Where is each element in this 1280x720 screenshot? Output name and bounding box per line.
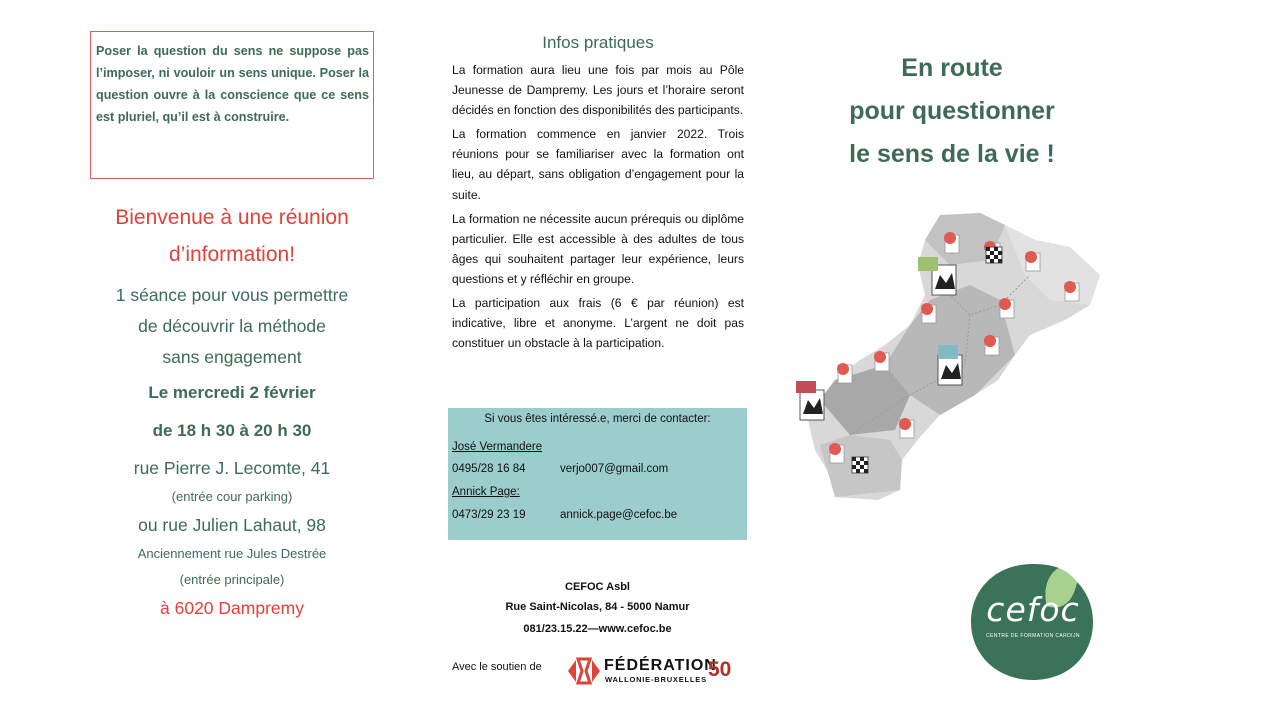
support-label: Avec le soutien de — [452, 661, 542, 673]
quote-text: Poser la question du sens ne suppose pas l’imposer, ni vouloir un sens unique. Poser la question ouvre à la conscience que ce sens est pluriel, qu’il est à construire. — [96, 44, 369, 124]
org-name: CEFOC Asbl — [565, 581, 630, 593]
address-2-note: (entrée principale) — [179, 572, 285, 587]
federation-emblem-icon — [564, 654, 604, 688]
address-2: ou rue Julien Lahaut, 98 — [138, 515, 326, 535]
cefoc-logo — [967, 556, 1099, 686]
welcome-line-2: d’information! — [168, 243, 296, 266]
contact-box — [448, 408, 747, 540]
contact-intro: Si vous êtes intéressé.e, merci de contacter: — [484, 413, 711, 425]
contact-2-name: Annick Page: — [452, 486, 520, 498]
main-title — [820, 47, 1084, 176]
session-datetime — [86, 374, 378, 450]
main-title-line-1: En route — [901, 54, 1003, 82]
practical-info-para-2: La formation commence en janvier 2022. Trois réunions pour se familiariser avec la formation ont lieu, au départ, sans obligation d’engagement pour la suite. — [452, 127, 744, 202]
contact-2-phone: 0473/29 23 19 — [452, 509, 526, 521]
federation-anniversary: 50 — [708, 658, 732, 681]
practical-info-title: Infos pratiques — [542, 33, 654, 52]
federation-logo — [564, 654, 744, 688]
session-date: Le mercredi 2 février — [148, 383, 316, 402]
federation-line-2: WALLONIE-BRUXELLES — [605, 675, 707, 684]
session-description — [86, 280, 378, 373]
practical-info — [452, 33, 744, 353]
welcome-line-1: Bienvenue à une réunion — [115, 206, 349, 229]
federation-line-1: FÉDÉRATION — [604, 657, 717, 674]
cefoc-logo-text: cefoc — [986, 590, 1080, 629]
contact-1-email[interactable]: verjo007@gmail.com — [560, 463, 669, 475]
quote-box — [90, 31, 374, 179]
session-line-3: sans engagement — [162, 347, 302, 367]
address-1: rue Pierre J. Lecomte, 41 — [133, 458, 331, 478]
address-1-note: (entrée cour parking) — [171, 489, 293, 504]
cefoc-logo-subtitle: CENTRE DE FORMATION CARDIJN — [986, 633, 1080, 639]
address-2-old-name: Anciennement rue Jules Destrée — [137, 546, 327, 561]
org-info — [448, 577, 747, 639]
practical-info-para-1: La formation aura lieu une fois par mois au Pôle Jeunesse de Dampremy. Les jours et l’horaire seront décidés en fonction des disponibilités des participants. — [452, 63, 744, 118]
main-title-line-3: le sens de la vie ! — [849, 140, 1055, 168]
org-address: Rue Saint-Nicolas, 84 - 5000 Namur — [505, 601, 690, 613]
session-line-2: de découvrir la méthode — [138, 316, 326, 336]
contact-1-phone: 0495/28 16 84 — [452, 463, 526, 475]
session-time: de 18 h 30 à 20 h 30 — [152, 421, 312, 440]
route-map-illustration — [790, 205, 1110, 505]
address-city: à 6020 Dampremy — [160, 598, 304, 618]
session-address — [86, 453, 378, 624]
practical-info-para-3: La formation ne nécessite aucun prérequis ou diplôme particulier. Elle est accessible à des adultes de tous âges qui souhaitent partager leur expérience, leurs questions et y réfléchir en groupe. — [452, 211, 744, 286]
org-phone-web[interactable]: 081/23.15.22—www.cefoc.be — [523, 623, 672, 635]
practical-info-para-4: La participation aux frais (6 € par réunion) est indicative, libre et anonyme. L’argent ne doit pas constituer un obstacle à la participation. — [452, 296, 744, 351]
contact-1-name: José Vermandere — [452, 441, 543, 453]
welcome-heading — [86, 199, 378, 273]
session-line-1: 1 séance pour vous permettre — [115, 285, 349, 305]
main-title-line-2: pour questionner — [849, 97, 1055, 125]
contact-2-email[interactable]: annick.page@cefoc.be — [560, 509, 678, 521]
